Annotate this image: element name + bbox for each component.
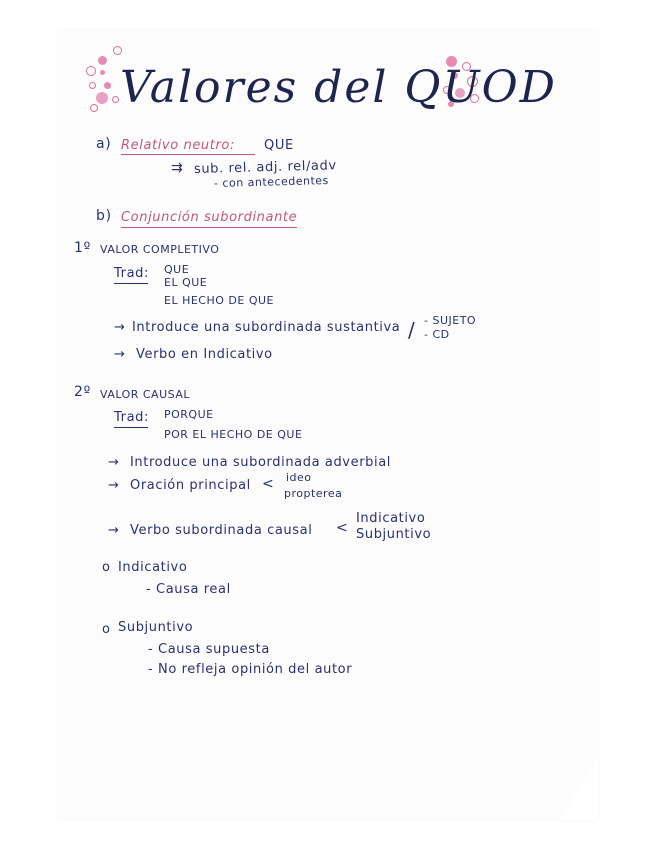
indicativo-item: - Causa real — [146, 582, 231, 597]
indicativo-label: Indicativo — [118, 560, 188, 575]
slash-divider: / — [408, 318, 416, 342]
section-a-label: Relativo neutro: — [121, 138, 235, 153]
valor1-heading: VALOR COMPLETIVO — [100, 243, 220, 256]
valor1-trad-label: Trad: — [114, 266, 149, 281]
subjuntivo-label: Subjuntivo — [118, 620, 194, 635]
valor1-trad-item: EL HECHO DE QUE — [164, 294, 274, 307]
valor2-number: 2º — [74, 384, 91, 400]
section-a-underline — [121, 154, 255, 155]
valor1-trad-item: EL QUE — [164, 276, 208, 289]
arrow-right-icon: → — [114, 347, 126, 362]
valor2-point3-option: Subjuntivo — [356, 527, 432, 542]
bullet-circle-icon: o — [102, 622, 111, 637]
valor2-heading: VALOR CAUSAL — [100, 388, 190, 401]
valor2-point3-option: Indicativo — [356, 511, 426, 526]
valor1-option: - CD — [424, 328, 450, 341]
section-a-line1: sub. rel. adj. rel/adv — [193, 158, 337, 177]
valor2-point2-option: ideo — [286, 471, 312, 484]
valor2-point3: Verbo subordinada causal — [130, 523, 313, 538]
valor2-trad-item: PORQUE — [164, 408, 214, 421]
section-b-marker: b) — [96, 208, 112, 224]
arrow-right-icon: → — [108, 523, 120, 538]
valor2-point1: Introduce una subordinada adverbial — [130, 455, 391, 470]
bullet-circle-icon: o — [102, 560, 111, 575]
valor1-option: - SUJETO — [424, 314, 477, 327]
arrow-right-icon: → — [114, 320, 126, 335]
less-than-branch-icon: < — [262, 476, 275, 492]
valor1-point2: Verbo en Indicativo — [136, 347, 273, 362]
page-title: Valores del QUOD — [120, 62, 557, 113]
section-a-line2: - con antecedentes — [213, 173, 329, 190]
valor1-trad-item: QUE — [164, 263, 190, 276]
valor2-trad-item: POR EL HECHO DE QUE — [164, 428, 303, 441]
valor2-point2-option: propterea — [284, 487, 343, 500]
valor1-trad-underline — [114, 283, 148, 284]
arrow-right-icon: → — [108, 478, 120, 493]
subjuntivo-item: - Causa supuesta — [148, 642, 270, 657]
section-b-label: Conjunción subordinante — [121, 210, 298, 225]
valor2-trad-underline — [114, 427, 148, 428]
less-than-branch-icon: < — [336, 520, 349, 536]
valor1-number: 1º — [74, 240, 91, 256]
valor2-point2: Oración principal — [130, 478, 251, 493]
section-a-value: QUE — [264, 138, 294, 153]
double-arrow-icon: ⇉ — [171, 160, 184, 176]
page-fold-corner — [560, 758, 598, 820]
section-a-marker: a) — [96, 136, 112, 152]
section-b-underline — [121, 227, 297, 228]
arrow-right-icon: → — [108, 455, 120, 470]
valor1-point1: Introduce una subordinada sustantiva — [132, 320, 401, 335]
subjuntivo-item: - No refleja opinión del autor — [148, 662, 353, 677]
valor2-trad-label: Trad: — [114, 410, 149, 425]
